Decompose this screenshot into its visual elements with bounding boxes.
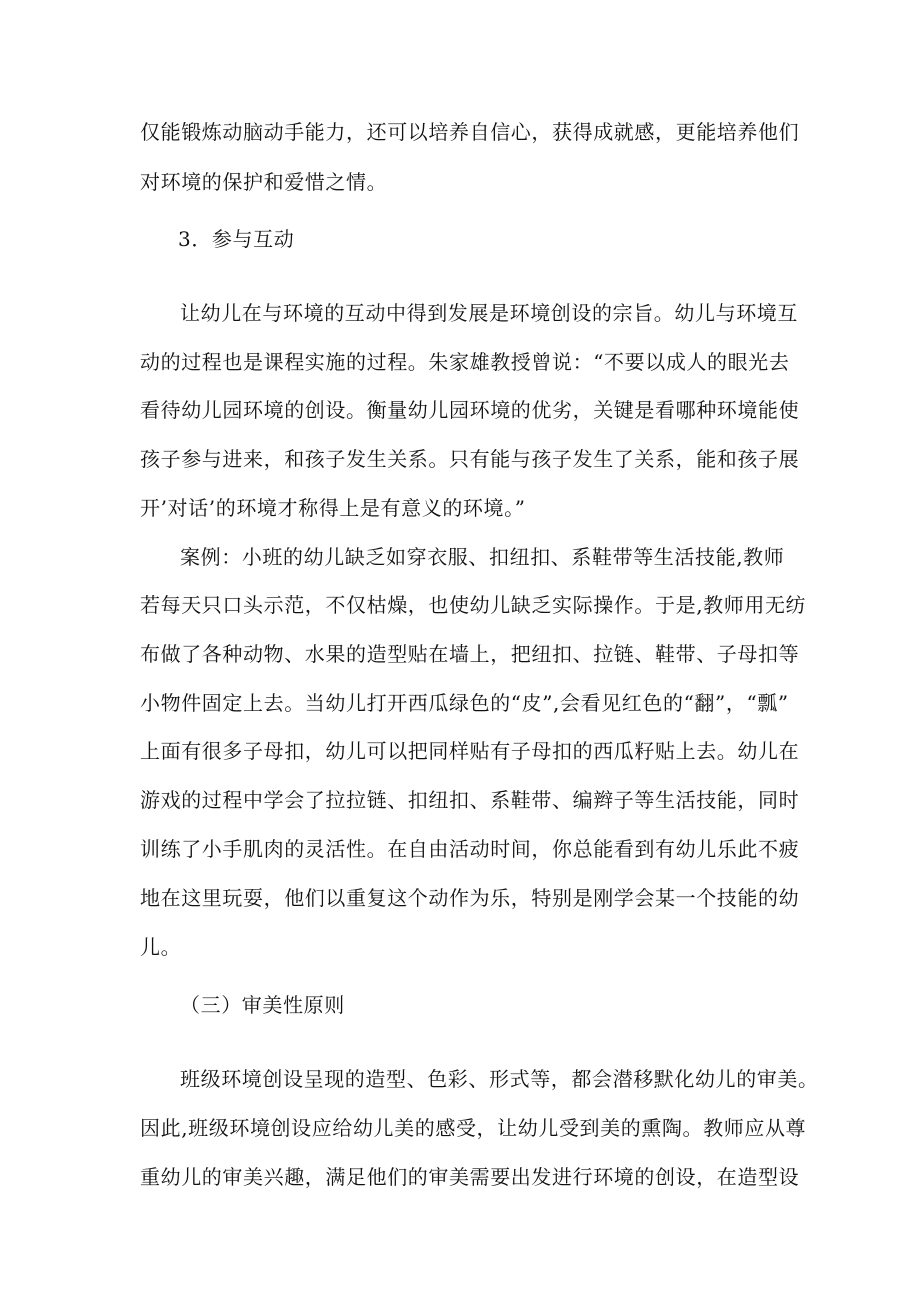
paragraph-line: 游戏的过程中学会了拉拉链、扣纽扣、系鞋带、编辫子等生活技能，同时 — [140, 788, 800, 812]
paragraph-line: 仅能锻炼动脑动手能力，还可以培养自信心，获得成就感，更能培养他们 — [140, 120, 800, 144]
paragraph-line: 案例：小班的幼儿缺乏如穿衣服、扣纽扣、系鞋带等生活技能,教师 — [180, 545, 785, 569]
paragraph-line: 地在这里玩耍，他们以重复这个动作为乐，特别是刚学会某一个技能的幼 — [140, 886, 800, 910]
paragraph-line: 上面有很多子母扣，幼儿可以把同样贴有子母扣的西瓜籽贴上去。幼儿在 — [140, 739, 800, 763]
paragraph-line: 因此,班级环境创设应给幼儿美的感受，让幼儿受到美的熏陶。教师应从尊 — [140, 1116, 807, 1140]
section-heading: 3．参与互动 — [178, 227, 295, 251]
paragraph-line: 儿。 — [140, 935, 182, 959]
section-heading: （三）审美性原则 — [180, 993, 345, 1017]
paragraph-line: 孩子参与进来，和孩子发生关系。只有能与孩子发生了关系，能和孩子展 — [140, 447, 800, 471]
paragraph-line: 重幼儿的审美兴趣，满足他们的审美需要出发进行环境的创设，在造型设 — [140, 1165, 800, 1189]
paragraph-line: 布做了各种动物、水果的造型贴在墙上，把纽扣、拉链、鞋带、子母扣等 — [140, 642, 800, 666]
paragraph-line: 班级环境创设呈现的造型、色彩、形式等，都会潜移默化幼儿的审美。 — [180, 1067, 819, 1091]
paragraph-line: 动的过程也是课程实施的过程。朱家雄教授曾说：“不要以成人的眼光去 — [140, 350, 790, 374]
paragraph-line: 开’对话’的环境才称得上是有意义的环境。” — [140, 496, 526, 520]
paragraph-line: 让幼儿在与环境的互动中得到发展是环境创设的宗旨。幼儿与环境互 — [180, 301, 798, 325]
paragraph-line: 若每天只口头示范，不仅枯燥，也使幼儿缺乏实际操作。于是,教师用无纺 — [140, 593, 807, 617]
paragraph-line: 对环境的保护和爱惜之情。 — [140, 170, 388, 194]
paragraph-line: 小物件固定上去。当幼儿打开西瓜绿色的“皮”,会看见红色的“翻”，“瓢” — [140, 691, 789, 715]
paragraph-line: 看待幼儿园环境的创设。衡量幼儿园环境的优劣，关键是看哪种环境能使 — [140, 398, 800, 422]
paragraph-line: 训练了小手肌肉的灵活性。在自由活动时间，你总能看到有幼儿乐此不疲 — [140, 837, 800, 861]
